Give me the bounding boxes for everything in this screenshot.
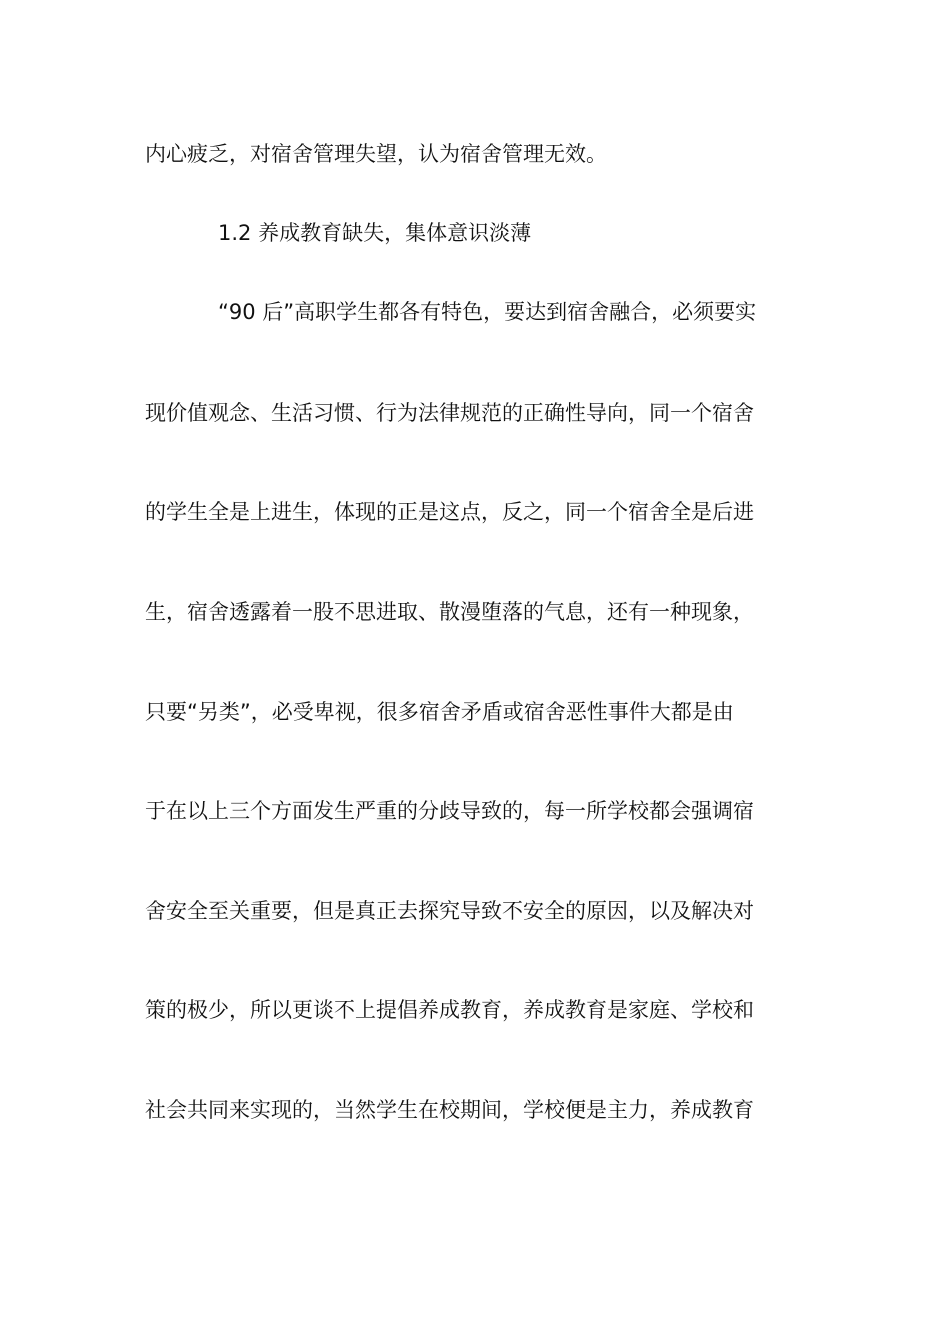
paragraph-line: 只要“另类”，必受卑视，很多宿舍矛盾或宿舍恶性事件大都是由 xyxy=(145,700,734,724)
section-heading: 1.2 养成教育缺失，集体意识淡薄 xyxy=(218,221,532,245)
paragraph-line: 策的极少，所以更谈不上提倡养成教育，养成教育是家庭、学校和 xyxy=(145,998,754,1022)
paragraph-line: 生，宿舍透露着一股不思进取、散漫堕落的气息，还有一种现象， xyxy=(145,600,754,624)
paragraph-line: 的学生全是上进生，体现的正是这点，反之，同一个宿舍全是后进 xyxy=(145,500,754,524)
paragraph-line: 现价值观念、生活习惯、行为法律规范的正确性导向，同一个宿舍 xyxy=(145,401,754,425)
paragraph-line: 舍安全至关重要，但是真正去探究导致不安全的原因，以及解决对 xyxy=(145,899,754,923)
paragraph-line: 社会共同来实现的，当然学生在校期间，学校便是主力，养成教育 xyxy=(145,1098,754,1122)
paragraph-line: 于在以上三个方面发生严重的分歧导致的，每一所学校都会强调宿 xyxy=(145,799,754,823)
paragraph-line: “90 后”高职学生都各有特色，要达到宿舍融合，必须要实 xyxy=(218,300,757,324)
paragraph-line: 内心疲乏，对宿舍管理失望，认为宿舍管理无效。 xyxy=(145,142,607,166)
